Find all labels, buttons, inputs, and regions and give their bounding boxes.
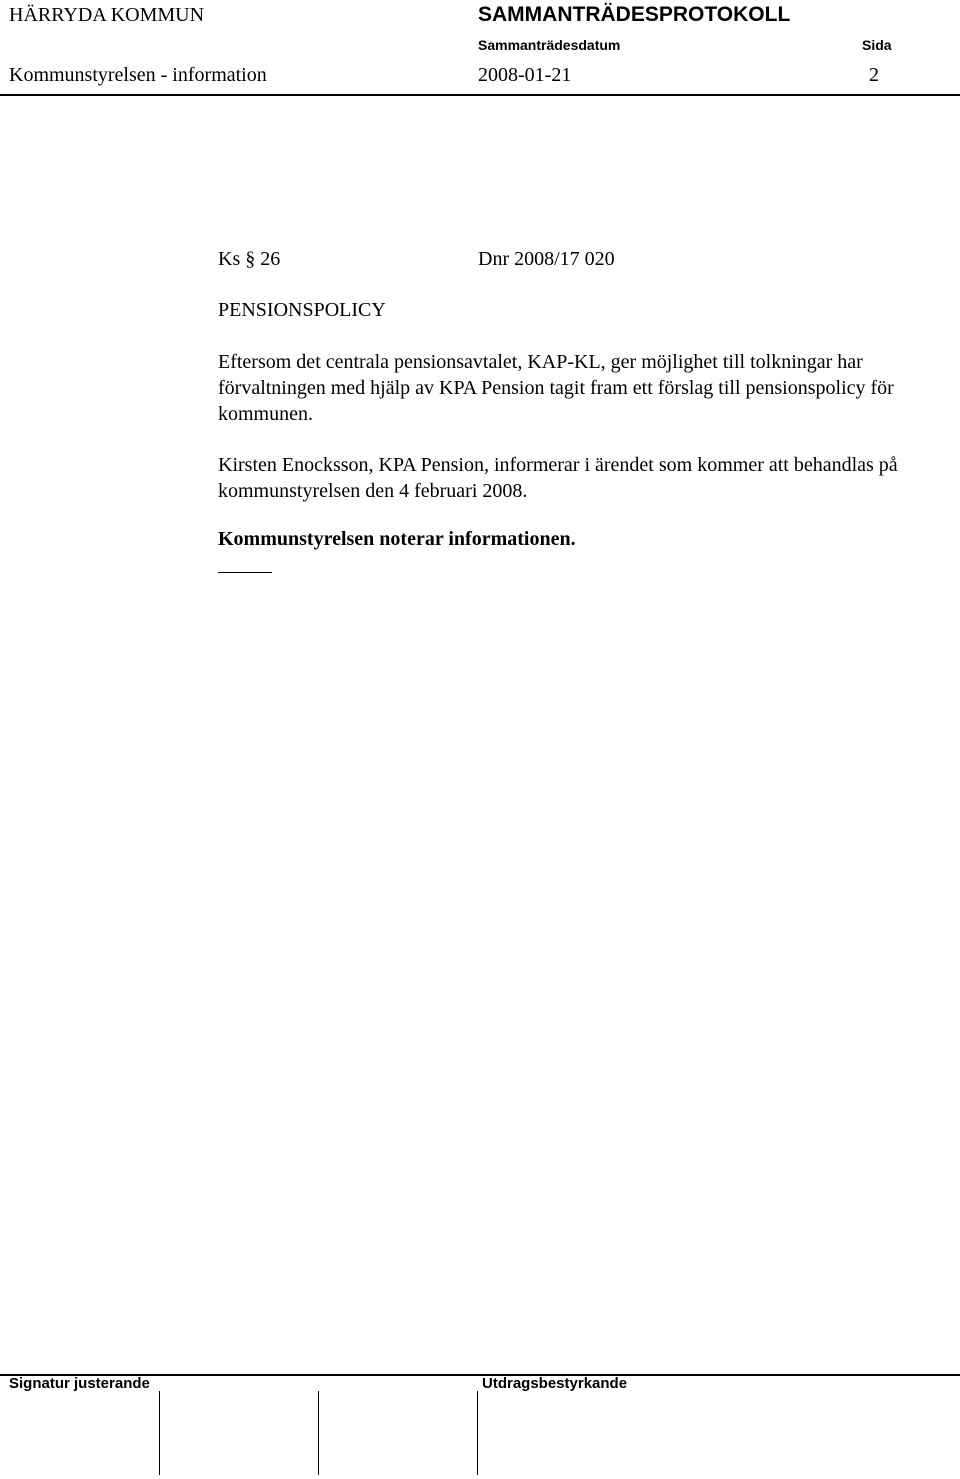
governing-body: Kommunstyrelsen - information [9,64,267,86]
signature-box-divider [477,1391,478,1475]
page-label: Sida [862,37,892,53]
header-divider [0,94,960,96]
item-title: PENSIONSPOLICY [218,299,386,321]
document-type: SAMMANTRÄDESPROTOKOLL [478,3,791,26]
signature-box-divider [159,1391,160,1475]
decision-text: Kommunstyrelsen noterar informationen. [218,528,576,550]
case-registration-number: Dnr 2008/17 020 [478,248,615,270]
meeting-date-label: Sammanträdesdatum [478,37,621,53]
signature-box-divider [318,1391,319,1475]
body-paragraph: Kirsten Enocksson, KPA Pension, informerar i ärendet som kommer att behandlas på kommunstyrelsen den 4 februari 2008. [218,454,898,502]
end-of-item-rule [218,572,272,573]
case-reference: Ks § 26 [218,248,281,270]
certification-label: Utdragsbestyrkande [482,1375,628,1392]
signature-label: Signatur justerande [9,1375,150,1392]
organization-name: HÄRRYDA KOMMUN [9,4,205,26]
page-number: 2 [869,64,879,86]
body-paragraph: Eftersom det centrala pensionsavtalet, KAP-KL, ger möjlighet till tolkningar har förvaltningen med hjälp av KPA Pension tagit fram ett förslag till pensionspolicy för kommunen. [218,351,894,425]
meeting-date: 2008-01-21 [478,64,572,86]
